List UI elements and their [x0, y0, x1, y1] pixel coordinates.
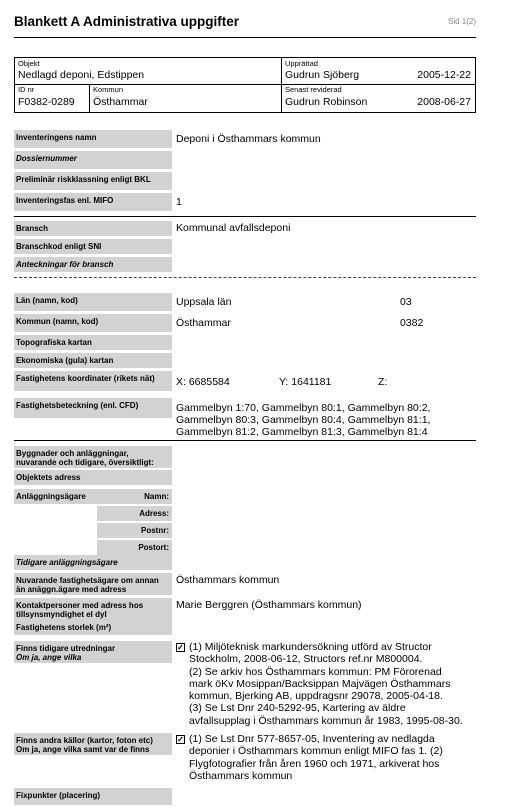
reviderad-caption: Senast reviderad: [285, 85, 342, 94]
upprattad-date: 2005-12-22: [417, 69, 471, 81]
nuvarande-agare-label-line1: Nuvarande fastighetsägare om annan: [16, 576, 159, 585]
objektets-adress-label: Objektets adress: [14, 470, 172, 485]
idnr-value: F0382-0289: [18, 96, 75, 108]
riskklassning-label: Preliminär riskklassning enligt BKL: [14, 172, 172, 190]
fixpunkter-label: Fixpunkter (placering): [14, 788, 172, 805]
upprattad-caption: Upprättad: [285, 59, 318, 68]
coord-x: X: 6685584: [176, 376, 230, 388]
inventeringsfas-label: Inventeringsfas enl. MIFO: [14, 193, 172, 211]
divider: [14, 37, 476, 38]
bransch-value: Kommunal avfallsdeponi: [176, 222, 291, 234]
page-title: Blankett A Administrativa uppgifter: [14, 14, 240, 29]
lan-label: Län (namn, kod): [14, 293, 172, 311]
coord-y: Y: 1641181: [279, 376, 332, 388]
divider: [89, 84, 90, 112]
fastighetsbeteckning-line3: Gammelbyn 81:2, Gammelbyn 81:3, Gammelbyn 81:4: [176, 426, 428, 438]
lan-value: Uppsala län: [176, 296, 232, 308]
kommun-caption: Kommun: [93, 85, 124, 94]
lan-code: 03: [400, 296, 412, 308]
kontaktpersoner-label-line2: tillsynsmyndighet el dyl: [16, 610, 107, 619]
divider: [281, 58, 282, 112]
byggnader-label-line1: Byggnader och anläggningar,: [16, 449, 129, 458]
andra-kallor-text: (1) Se Lst Dnr 577-8657-05, Inventering av nedlagda deponier i Östhammars kommun enligt MIFO fas 1. (2) Flygfotografier från åren 1960 och 1971, arkiverat hos Östhammars kommun: [189, 733, 443, 782]
anlaggningsagare-label-text: Anläggningsägare: [16, 492, 86, 501]
objekt-caption: Objekt: [18, 59, 40, 68]
reviderad-date: 2008-06-27: [417, 96, 471, 108]
postort-label: Postort:: [97, 540, 172, 555]
anlaggningsagare-label: [14, 489, 172, 504]
kontaktpersoner-label-line1: Kontaktpersoner med adress hos: [16, 601, 144, 610]
page-header: [14, 14, 476, 34]
dossiernummer-label: Dossiernummer: [14, 151, 172, 169]
inventeringens-namn-value: Deponi i Östhammars kommun: [176, 133, 321, 145]
tidigare-utredningar-text: (1) Miljöteknisk markundersökning utförd av Structor Stockholm, 2008-06-12, Structors ref.nr M800004. (2) Se arkiv hos Östhammars kommun: PM Förorenad mark öKv Mosippan/Backsippan Majvägen Östhammars kommun, Bjerking AB, uppdragsnr 29078, 2005-04-18. (3) Se Lst Dnr 240-5292-95, Kartering av äldre avfallsupplag i Östhammars kommun år 1983, 1995-08-30.: [189, 641, 463, 727]
storlek-label: Fastighetens storlek (m²): [14, 620, 172, 635]
fastighetsbeteckning-line2: Gammelbyn 80:3, Gammelbyn 80:4, Gammelbyn 81:1,: [176, 414, 431, 426]
byggnader-label: [14, 446, 172, 468]
nuvarande-agare-label-line2: än anäggn.ägare med adress: [16, 585, 127, 594]
andra-kallor-checkbox[interactable]: ✓: [177, 735, 184, 744]
bransch-label: Bransch: [14, 221, 172, 236]
divider: [15, 84, 475, 85]
kommun-value: Östhammar: [176, 317, 231, 329]
tidigare-utredningar-checkbox[interactable]: ✓: [177, 643, 184, 652]
tidigare-utredningar-label: [14, 641, 172, 663]
inventeringsfas-value: 1: [176, 196, 182, 208]
fastighetsbeteckning-label: Fastighetsbeteckning (enl. CFD): [14, 398, 172, 418]
koordinater-label: Fastighetens koordinater (rikets nät): [14, 371, 172, 391]
topografiska-label: Topografiska kartan: [14, 335, 172, 350]
tidigare-utredningar-label-line1: Finns tidigare utredningar: [16, 644, 116, 653]
postnr-label: Postnr:: [97, 523, 172, 538]
kontaktpersoner-value: Marie Berggren (Östhammars kommun): [176, 599, 362, 611]
andra-kallor-label-line2: Om ja, ange vilka samt var de finns: [16, 745, 150, 754]
anteckningar-label: Anteckningar för bransch: [14, 257, 172, 272]
ekonomiska-label: Ekonomiska (gula) kartan: [14, 353, 172, 368]
tidigare-utredningar-label-line2: Om ja, ange vilka: [16, 653, 82, 662]
nuvarande-agare-label: [14, 573, 172, 595]
idnr-caption: ID nr: [18, 85, 35, 94]
andra-kallor-label-line1: Finns andra källor (kartor, foton etc): [16, 736, 153, 745]
nuvarande-agare-value: Östhammars kommun: [176, 574, 280, 586]
dashed-divider: [14, 277, 476, 278]
kontaktpersoner-label: [14, 598, 172, 620]
divider: [14, 440, 476, 441]
namn-label: Namn:: [144, 492, 169, 501]
andra-kallor-label: [14, 733, 172, 755]
branschkod-label: Branschkod enligt SNI: [14, 239, 172, 254]
kommun-code: 0382: [400, 317, 424, 329]
byggnader-label-line2: nuvarande och tidigare, översiktligt:: [16, 458, 154, 467]
objekt-value: Nedlagd deponi, Edstippen: [18, 69, 145, 81]
fastighetsbeteckning-line1: Gammelbyn 1:70, Gammelbyn 80:1, Gammelbyn 80:2,: [176, 402, 431, 414]
adress-label: Adress:: [97, 506, 172, 521]
upprattad-name: Gudrun Sjöberg: [285, 69, 360, 81]
coord-z: Z:: [378, 376, 388, 388]
info-box: [14, 57, 476, 113]
tidigare-agare-label: Tidigare anläggningsägare: [14, 555, 172, 570]
divider: [14, 216, 476, 217]
inventeringens-namn-label: Inventeringens namn: [14, 130, 172, 148]
reviderad-name: Gudrun Robinson: [285, 96, 368, 108]
kommun-label: Kommun (namn, kod): [14, 314, 172, 332]
page-number: Sid 1(2): [447, 17, 476, 26]
kommun-value: Östhammar: [93, 96, 148, 108]
